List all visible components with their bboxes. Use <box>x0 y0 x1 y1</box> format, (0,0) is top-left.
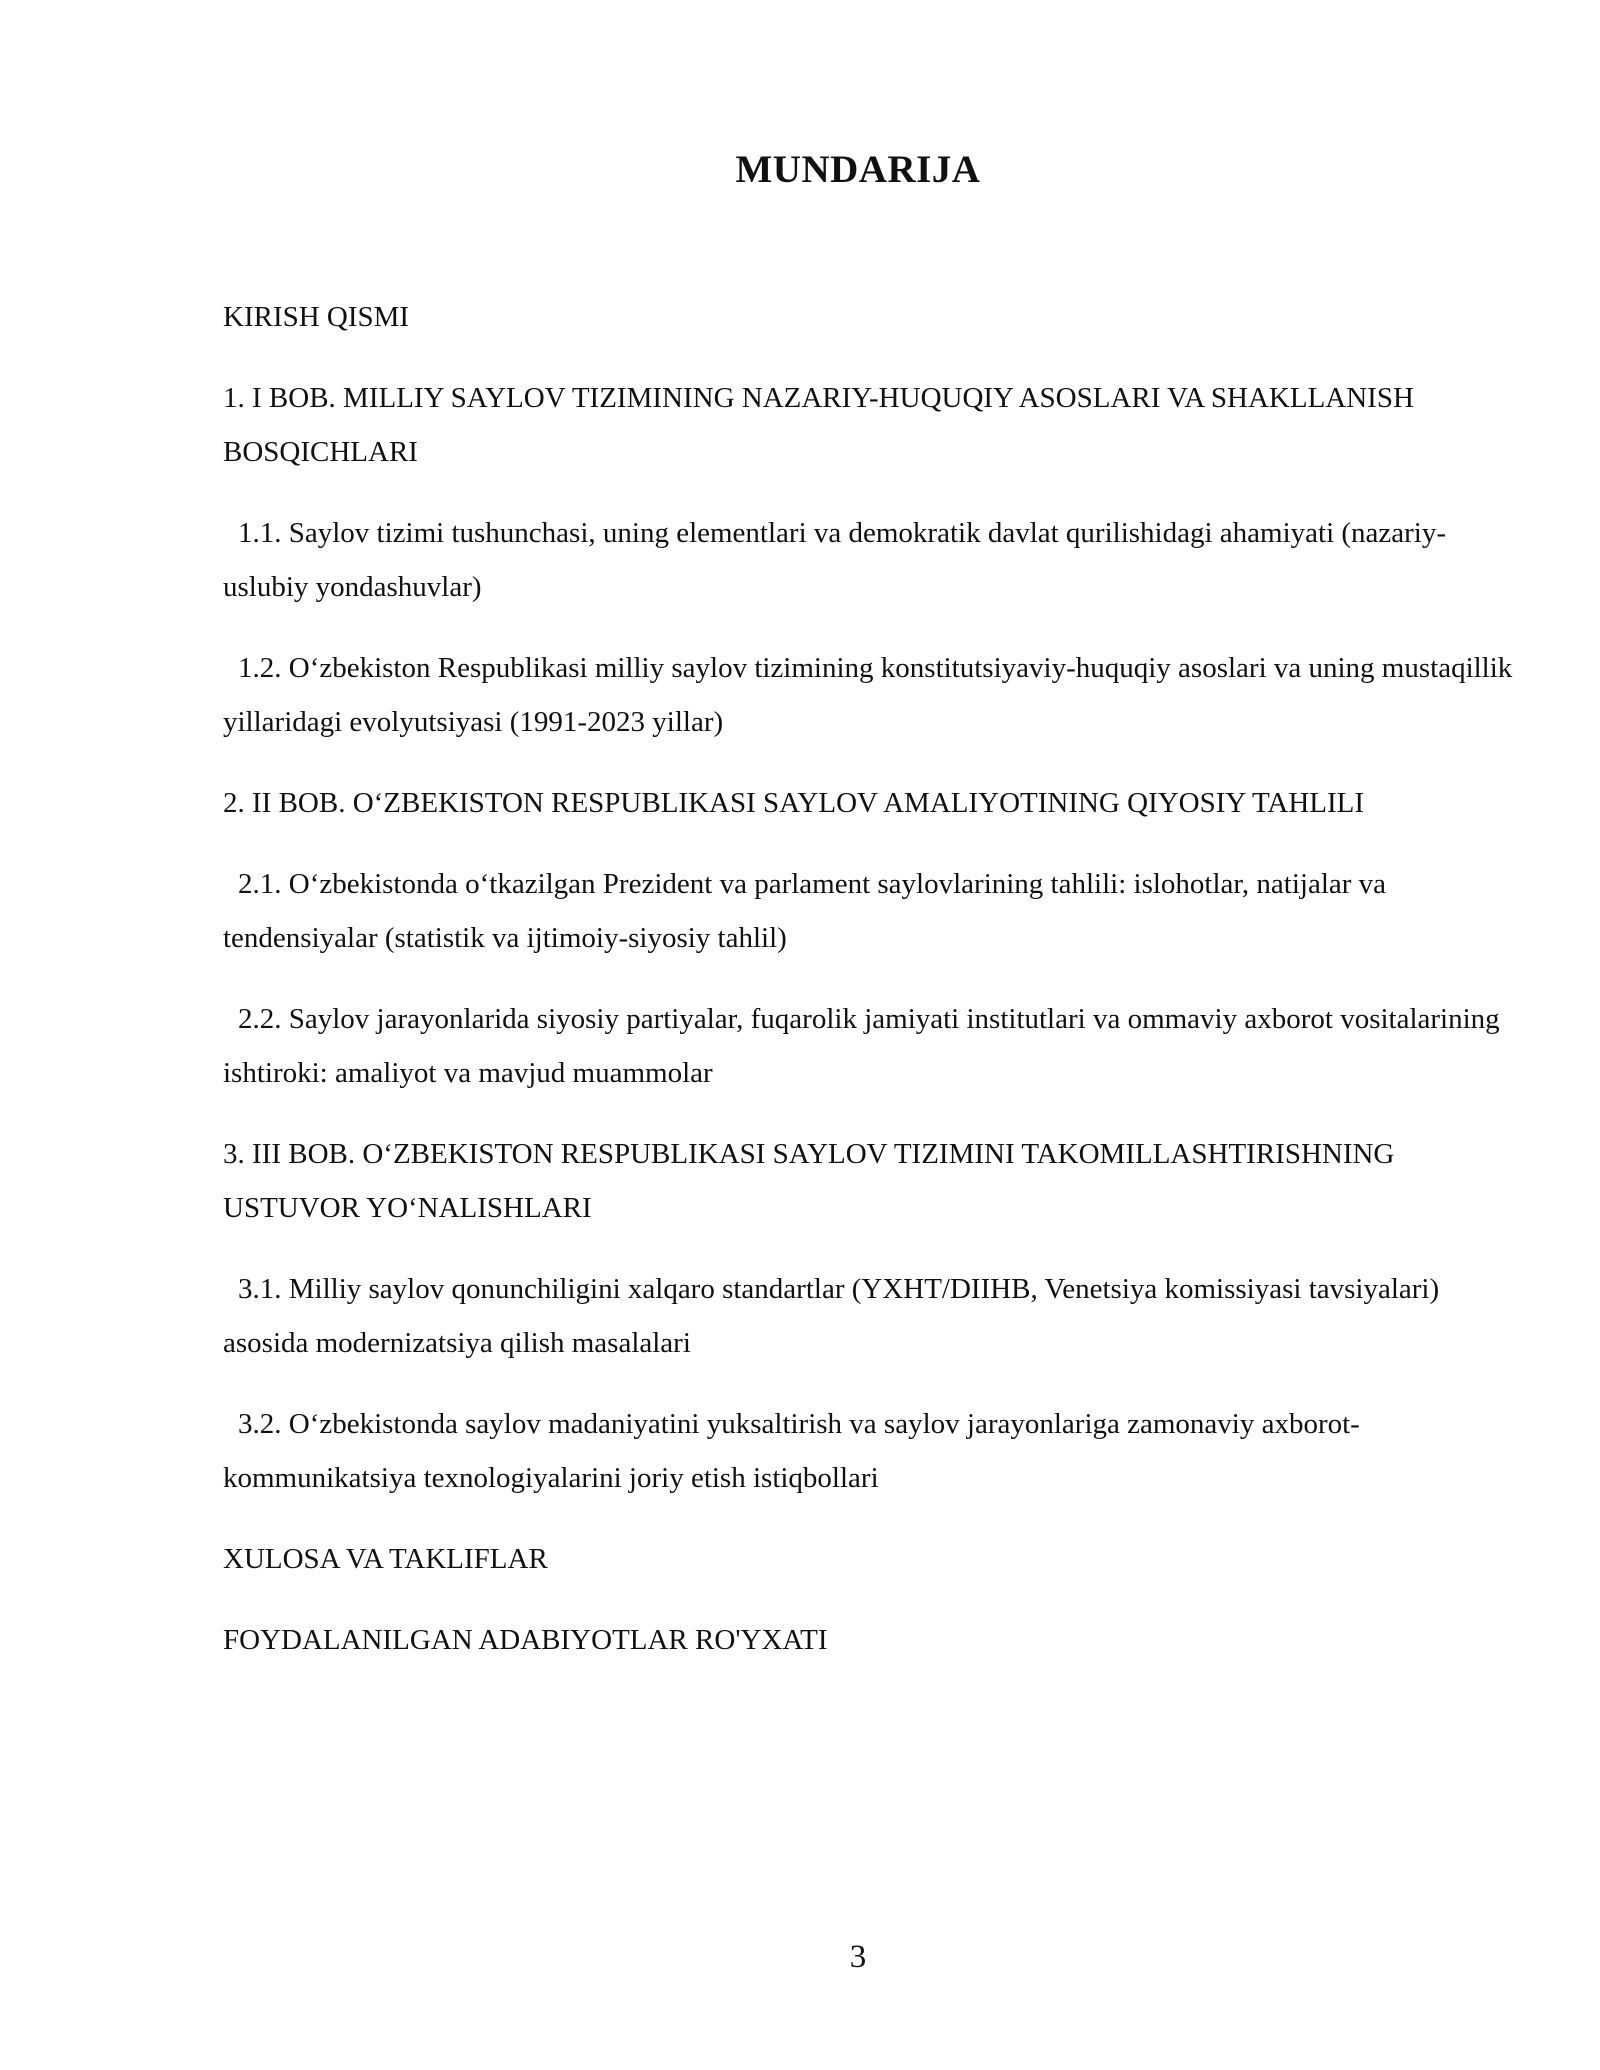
page-title: MUNDARIJA <box>735 148 981 191</box>
toc-entry-text: 3. III BOB. O‘ZBEKISTON RESPUBLIKASI SAYLOV TIZIMINI TAKOMILLASHTIRISHNING USTUVOR YO‘NALISHLARI <box>223 1138 1395 1224</box>
toc-entry-text: 1.1. Saylov tizimi tushunchasi, uning elementlari va demokratik davlat qurilishidagi ahamiyati (nazariy-uslubiy yondashuvlar) <box>223 517 1447 603</box>
toc-entry-text: 1.2. O‘zbekiston Respublikasi milliy saylov tizimining konstitutsiyaviy-huquqiy asoslari va uning mustaqillik yillaridagi evolyutsiyasi (1991-2023 yillar) <box>223 652 1513 738</box>
toc-entry-text: 2. II BOB. O‘ZBEKISTON RESPUBLIKASI SAYLOV AMALIYOTINING QIYOSIY TAHLILI <box>223 787 1365 819</box>
toc-entry-chapter-1 <box>223 371 1523 479</box>
toc-entry-text: KIRISH QISMI <box>223 301 410 333</box>
toc-entry-text: XULOSA VA TAKLIFLAR <box>223 1543 548 1575</box>
toc-entry-text: 2.1. O‘zbekistonda o‘tkazilgan Prezident va parlament saylovlarining tahlili: islohotlar, natijalar va tendensiyalar (statistik va ijtimoiy-siyosiy tahlil) <box>223 868 1387 954</box>
toc-entry-section-3-2 <box>223 1397 1523 1505</box>
toc-entry-section-1-2 <box>223 641 1523 749</box>
table-of-contents <box>223 290 1523 1694</box>
toc-entry-text: 1. I BOB. MILLIY SAYLOV TIZIMINING NAZARIY-HUQUQIY ASOSLARI VA SHAKLLANISH BOSQICHLARI <box>223 382 1414 468</box>
toc-entry-conclusion <box>223 1532 1523 1586</box>
toc-entry-text: FOYDALANILGAN ADABIYOTLAR RO'YXATI <box>223 1624 828 1656</box>
toc-entry-section-2-2 <box>223 992 1523 1100</box>
toc-entry-section-2-1 <box>223 857 1523 965</box>
toc-entry-section-1-1 <box>223 506 1523 614</box>
toc-entry-section-3-1 <box>223 1262 1523 1370</box>
toc-entry-text: 3.1. Milliy saylov qonunchiligini xalqaro standartlar (YXHT/DIIHB, Venetsiya komissiyasi tavsiyalari) asosida modernizatsiya qilish masalalari <box>223 1273 1440 1359</box>
toc-entry-chapter-3 <box>223 1127 1523 1235</box>
toc-entry-text: 3.2. O‘zbekistonda saylov madaniyatini yuksaltirish va saylov jarayonlariga zamonaviy axborot-kommunikatsiya texnologiyalarini joriy etish istiqbollari <box>223 1408 1360 1494</box>
page-number: 3 <box>849 1939 867 1975</box>
toc-entry-introduction <box>223 290 1523 344</box>
toc-entry-text: 2.2. Saylov jarayonlarida siyosiy partiyalar, fuqarolik jamiyati institutlari va ommaviy axborot vositalarining ishtiroki: amaliyot va mavjud muammolar <box>223 1003 1500 1089</box>
toc-entry-chapter-2 <box>223 776 1523 830</box>
toc-entry-references <box>223 1613 1523 1667</box>
